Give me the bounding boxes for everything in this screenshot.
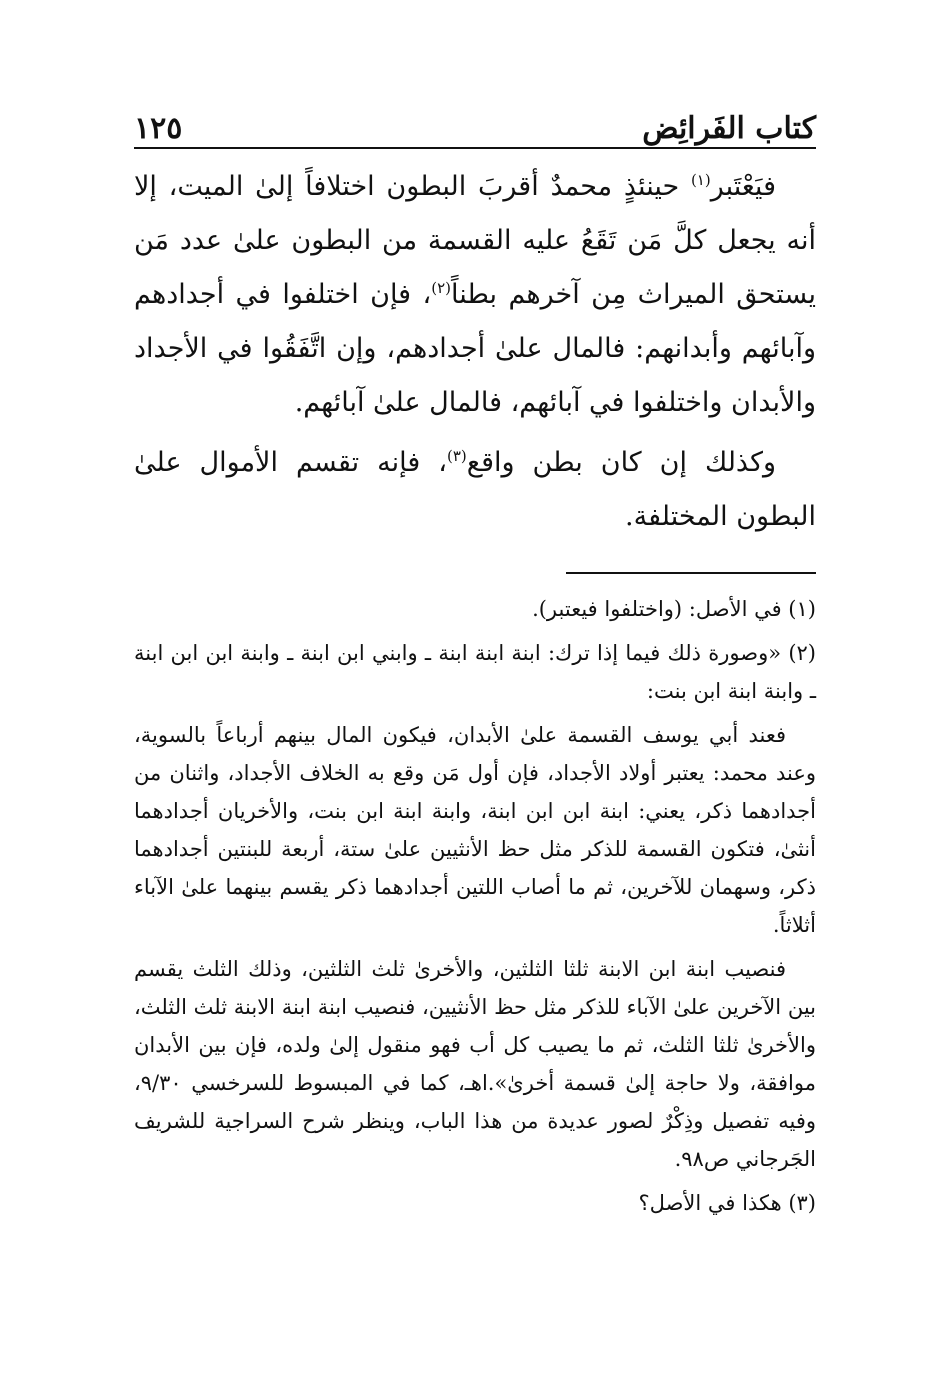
footnote-2-para-2: فنصيب ابنة ابن الابنة ثلثا الثلثين، والأخرىٰ ثلث الثلثين، وذلك الثلث يقسم بين الآخرين علىٰ الآباء للذكر مثل حظ الأنثيين، فنصيب ابنة ابنة الابنة ثلث الثلث، والأخرىٰ ثلثا الثلث، ثم ما يصيب كل أب فهو منقول إلىٰ ولده، فإن بين الأبدان موافقة، ولا حاجة إلىٰ قسمة أخرىٰ».اهـ، كما في المبسوط للسرخسي ٩/٣٠، وفيه تفصيل وذِكْرٌ لصور عديدة من هذا الباب، وينظر شرح السراجية للشريف الجَرجاني ص٩٨. <box>134 957 816 1171</box>
p2-start: وكذلك إن كان بطن واقع <box>466 447 776 478</box>
chapter-title: كتاب الفَرائِض <box>642 111 816 146</box>
footnote-separator <box>566 572 816 574</box>
footnote-ref-2: (٢) <box>431 279 451 297</box>
main-text <box>134 160 816 550</box>
footnote-3: (٣) هكذا في الأصل؟ <box>638 1191 816 1215</box>
paragraph-1 <box>134 160 816 430</box>
page-number: ١٢٥ <box>134 111 183 146</box>
header-rule <box>134 147 816 149</box>
footnotes <box>134 590 816 1228</box>
paragraph-2 <box>134 436 816 544</box>
footnote-ref-3: (٣) <box>446 447 467 465</box>
p1-middle: حينئذٍ محمدٌ أقربَ البطون اختلافاً إلىٰ الميت، إلا أنه يجعل كلَّ مَن تَقَعُ عليه القسمة من البطون علىٰ عدد مَن يستحق الميراث مِن آخرهم بطناً <box>134 171 816 310</box>
footnote-2-para-1: فعند أبي يوسف القسمة علىٰ الأبدان، فيكون المال بينهم أرباعاً بالسوية، وعند محمد: يعتبر أولاد الأجداد، فإن أول مَن وقع به الخلاف الأجداد، واثنان من أجدادهما ذكر، يعني: ابنة ابن ابن ابنة، وابنة ابنة ابن بنت، والأخريان أجدادهما أنثىٰ، فتكون القسمة للذكر مثل حظ الأنثيين علىٰ ستة، أربعة للبنتين أجدادهما ذكر، وسهمان للآخرين، ثم ما أصاب اللتين أجدادهما ذكر يقسم بينهما علىٰ الآباء أثلاثاً. <box>134 723 816 937</box>
p1-end: ، فإن اختلفوا في أجدادهم وآبائهم وأبدانهم: فالمال علىٰ أجدادهم، وإن اتَّفَقُوا في الأجداد والأبدان واختلفوا في آبائهم، فالمال علىٰ آبائهم. <box>134 279 816 418</box>
footnote-ref-1: (١) <box>690 171 711 189</box>
footnote-2-intro: (٢) «وصورة ذلك فيما إذا ترك: ابنة ابنة ابنة ـ وابني ابن ابنة ـ وابنة ابن ابن ابنة ـ وابنة ابنة ابن بنت: <box>134 641 816 703</box>
running-header <box>134 98 816 144</box>
footnote-1: (١) في الأصل: (واختلفوا فيعتبر). <box>532 597 816 621</box>
p2-end: ، فإنه تقسم الأموال علىٰ البطون المختلفة. <box>134 447 816 532</box>
p1-start: فيَعْتَبر <box>710 171 776 202</box>
